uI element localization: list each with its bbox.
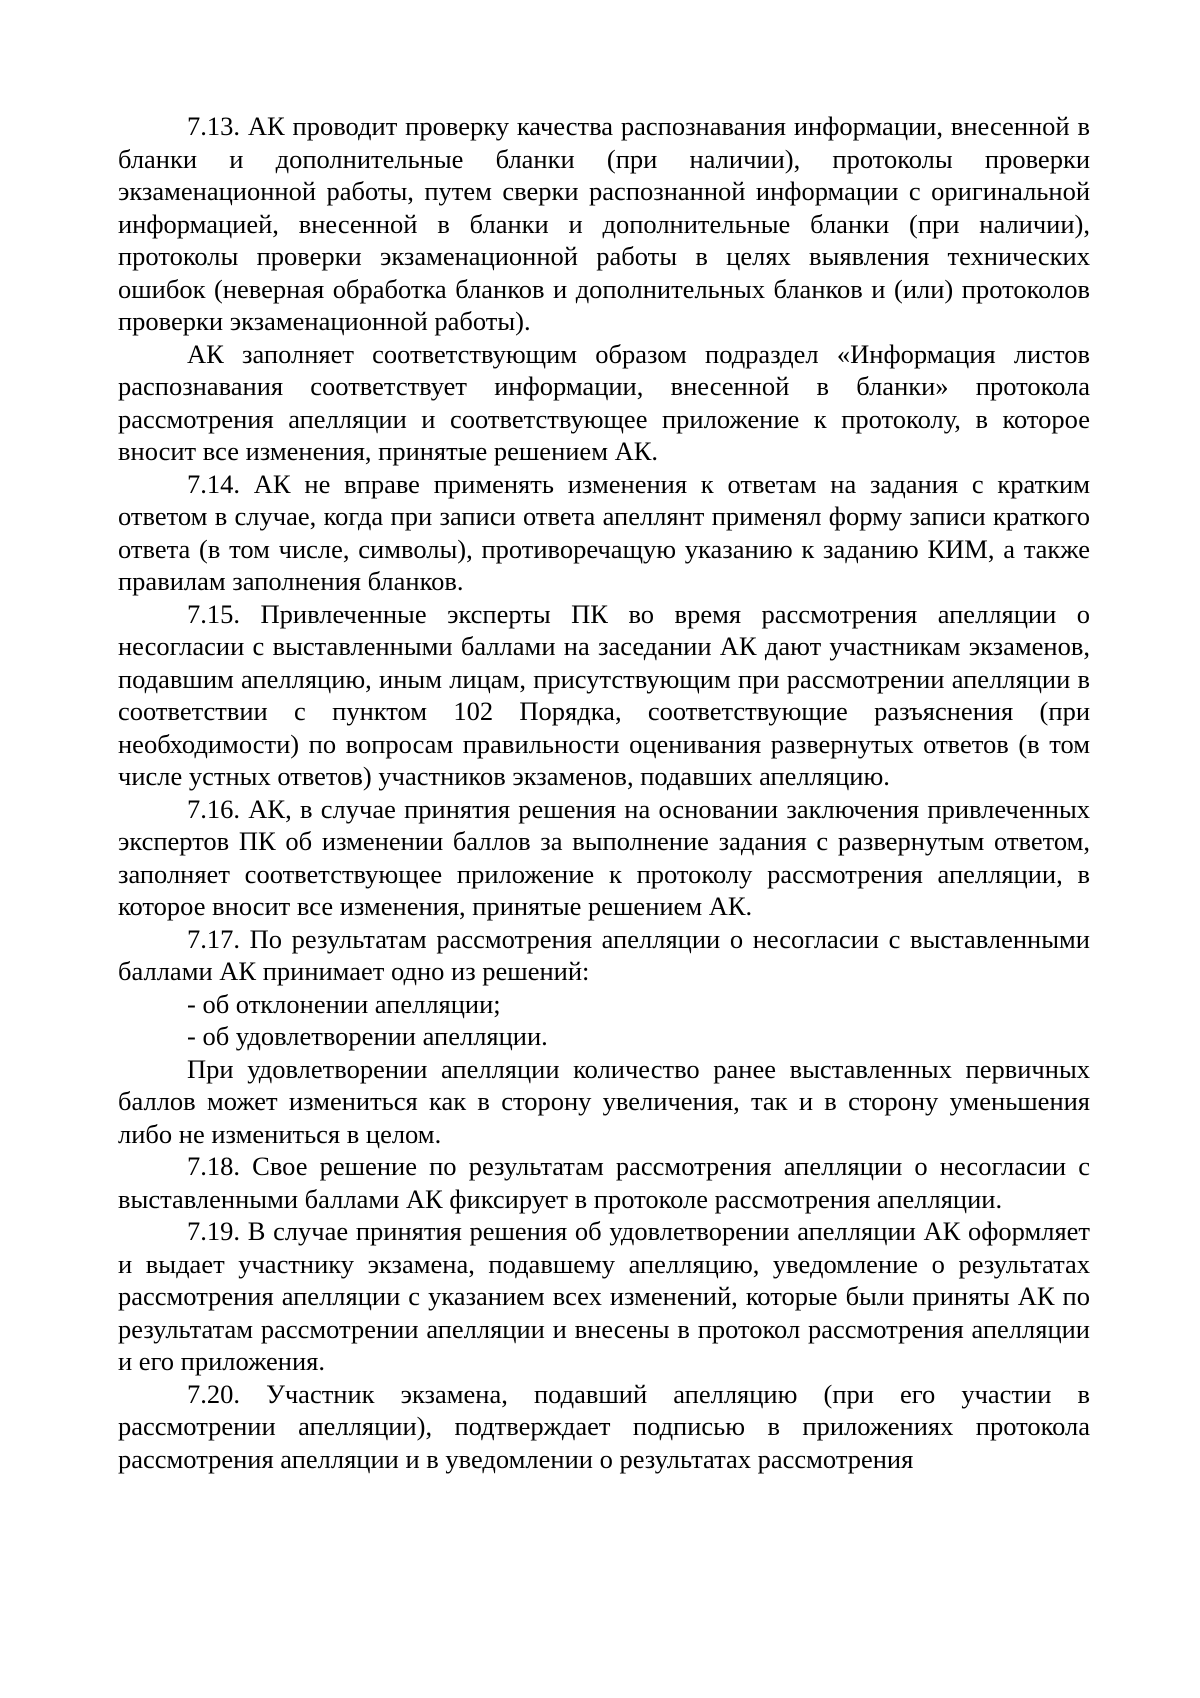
document-page	[118, 110, 1090, 1475]
paragraph-7-17: 7.17. По результатам рассмотрения апелляции о несогласии с выставленными баллами АК принимает одно из решений:	[118, 923, 1090, 986]
list-item-satisfy-appeal: - об удовлетворении апелляции.	[187, 1021, 548, 1051]
paragraph-7-20: 7.20. Участник экзамена, подавший апелляцию (при его участии в рассмотрении апелляции), подтверждает подписью в приложениях протокола рассмотрения апелляции и в уведомлении о результатах рассмотрения	[118, 1378, 1090, 1474]
paragraph-7-16: 7.16. АК, в случае принятия решения на основании заключения привлеченных экспертов ПК об изменении баллов за выполнение задания с развернутым ответом, заполняет соответствующее приложение к протоколу рассмотрения апелляции, в которое вносит все изменения, принятые решением АК.	[118, 793, 1090, 921]
paragraph-7-18: 7.18. Свое решение по результатам рассмотрения апелляции о несогласии с выставленными баллами АК фиксирует в протоколе рассмотрения апелляции.	[118, 1151, 1090, 1214]
list-item-reject-appeal: - об отклонении апелляции;	[187, 988, 501, 1019]
paragraph-score-change: При удовлетворении апелляции количество ранее выставленных первичных баллов может измениться как в сторону увеличения, так и в сторону уменьшения либо не измениться в целом.	[118, 1053, 1090, 1149]
paragraph-7-15: 7.15. Привлеченные эксперты ПК во время рассмотрения апелляции о несогласии с выставленными баллами на заседании АК дают участникам экзаменов, подавшим апелляцию, иным лицам, присутствующим при рассмотрении апелляции в соответствии с пунктом 102 Порядка, соответствующие разъяснения (при необходимости) по вопросам правильности оценивания развернутых ответов (в том числе устных ответов) участников экзаменов, подавших апелляцию.	[118, 598, 1090, 791]
paragraph-7-14: 7.14. АК не вправе применять изменения к ответам на задания с кратким ответом в случае, когда при записи ответа апеллянт применял форму записи краткого ответа (в том числе, символы), противоречащую указанию к заданию КИМ, а также правилам заполнения бланков.	[118, 468, 1090, 596]
paragraph-7-13: 7.13. АК проводит проверку качества распознавания информации, внесенной в бланки и дополнительные бланки (при наличии), протоколы проверки экзаменационной работы, путем сверки распознанной информации с оригинальной информацией, внесенной в бланки и дополнительные бланки (при наличии), протоколы проверки экзаменационной работы в целях выявления технических ошибок (неверная обработка бланков и дополнительных бланков и (или) протоколов проверки экзаменационной работы).	[118, 111, 1090, 336]
paragraph-ak-fills-subsection: АК заполняет соответствующим образом подраздел «Информация листов распознавания соответствует информации, внесенной в бланки» протокола рассмотрения апелляции и соответствующее приложение к протоколу, в которое вносит все изменения, принятые решением АК.	[118, 338, 1090, 466]
paragraph-7-19: 7.19. В случае принятия решения об удовлетворении апелляции АК оформляет и выдает участнику экзамена, подавшему апелляцию, уведомление о результатах рассмотрения апелляции с указанием всех изменений, которые были приняты АК по результатам рассмотрении апелляции и внесены в протокол рассмотрения апелляции и его приложения.	[118, 1216, 1090, 1376]
